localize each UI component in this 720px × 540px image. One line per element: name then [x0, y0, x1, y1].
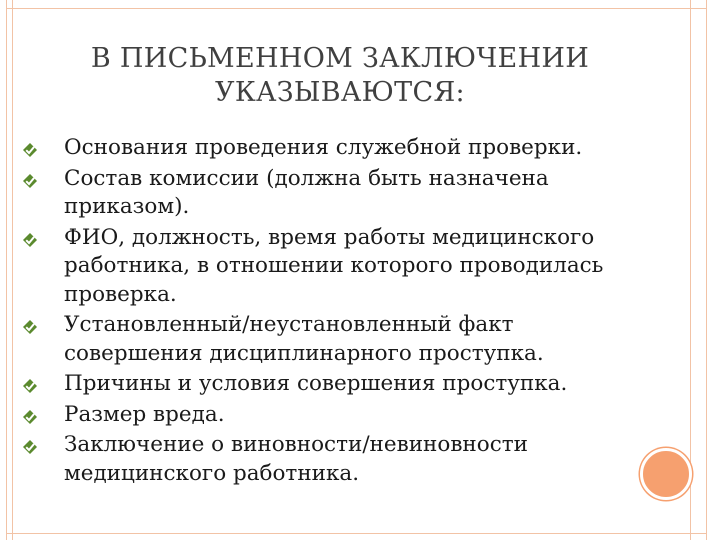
- bullet-list: [18, 134, 628, 490]
- checkmark-diamond-icon: [23, 320, 37, 334]
- frame-border-top: [6, 8, 706, 9]
- frame-border-right: [706, 0, 707, 540]
- list-item: [18, 224, 628, 310]
- list-item: [18, 134, 628, 163]
- frame-border-bottom: [6, 533, 706, 534]
- checkmark-diamond-icon: [23, 143, 37, 157]
- checkmark-diamond-icon: [23, 410, 37, 424]
- list-item-text: Причины и условия совершения проступка.: [64, 371, 568, 396]
- frame-border-right-inner: [690, 0, 691, 540]
- checkmark-diamond-icon: [23, 174, 37, 188]
- list-item: [18, 401, 628, 430]
- list-item-text: Заключение о виновности/невиновности медицинского работника.: [64, 432, 528, 486]
- decorative-circle: [640, 448, 692, 500]
- list-item: [18, 165, 628, 222]
- checkmark-diamond-icon: [23, 379, 37, 393]
- slide-title: [40, 42, 640, 110]
- list-item: [18, 370, 628, 399]
- list-item-text: Размер вреда.: [64, 401, 225, 427]
- checkmark-diamond-icon: [23, 233, 37, 247]
- title-line-2: УКАЗЫВАЮТСЯ:: [215, 77, 465, 108]
- list-item-text: Установленный/неустановленный факт совершения дисциплинарного проступка.: [64, 312, 544, 366]
- list-item-text: Состав комиссии (должна быть назначена приказом).: [64, 165, 549, 219]
- list-item-text: ФИО, должность, время работы медицинского работника, в отношении которого проводилась проверка.: [64, 224, 604, 307]
- list-item: [18, 311, 628, 368]
- title-line-1: В ПИСЬМЕННОМ ЗАКЛЮЧЕНИИ: [90, 43, 590, 74]
- list-item-text: Основания проведения служебной проверки.: [64, 135, 583, 160]
- checkmark-diamond-icon: [23, 440, 37, 454]
- frame-border-left: [6, 0, 7, 540]
- list-item: [18, 431, 628, 488]
- frame-border-left-inner: [12, 0, 13, 540]
